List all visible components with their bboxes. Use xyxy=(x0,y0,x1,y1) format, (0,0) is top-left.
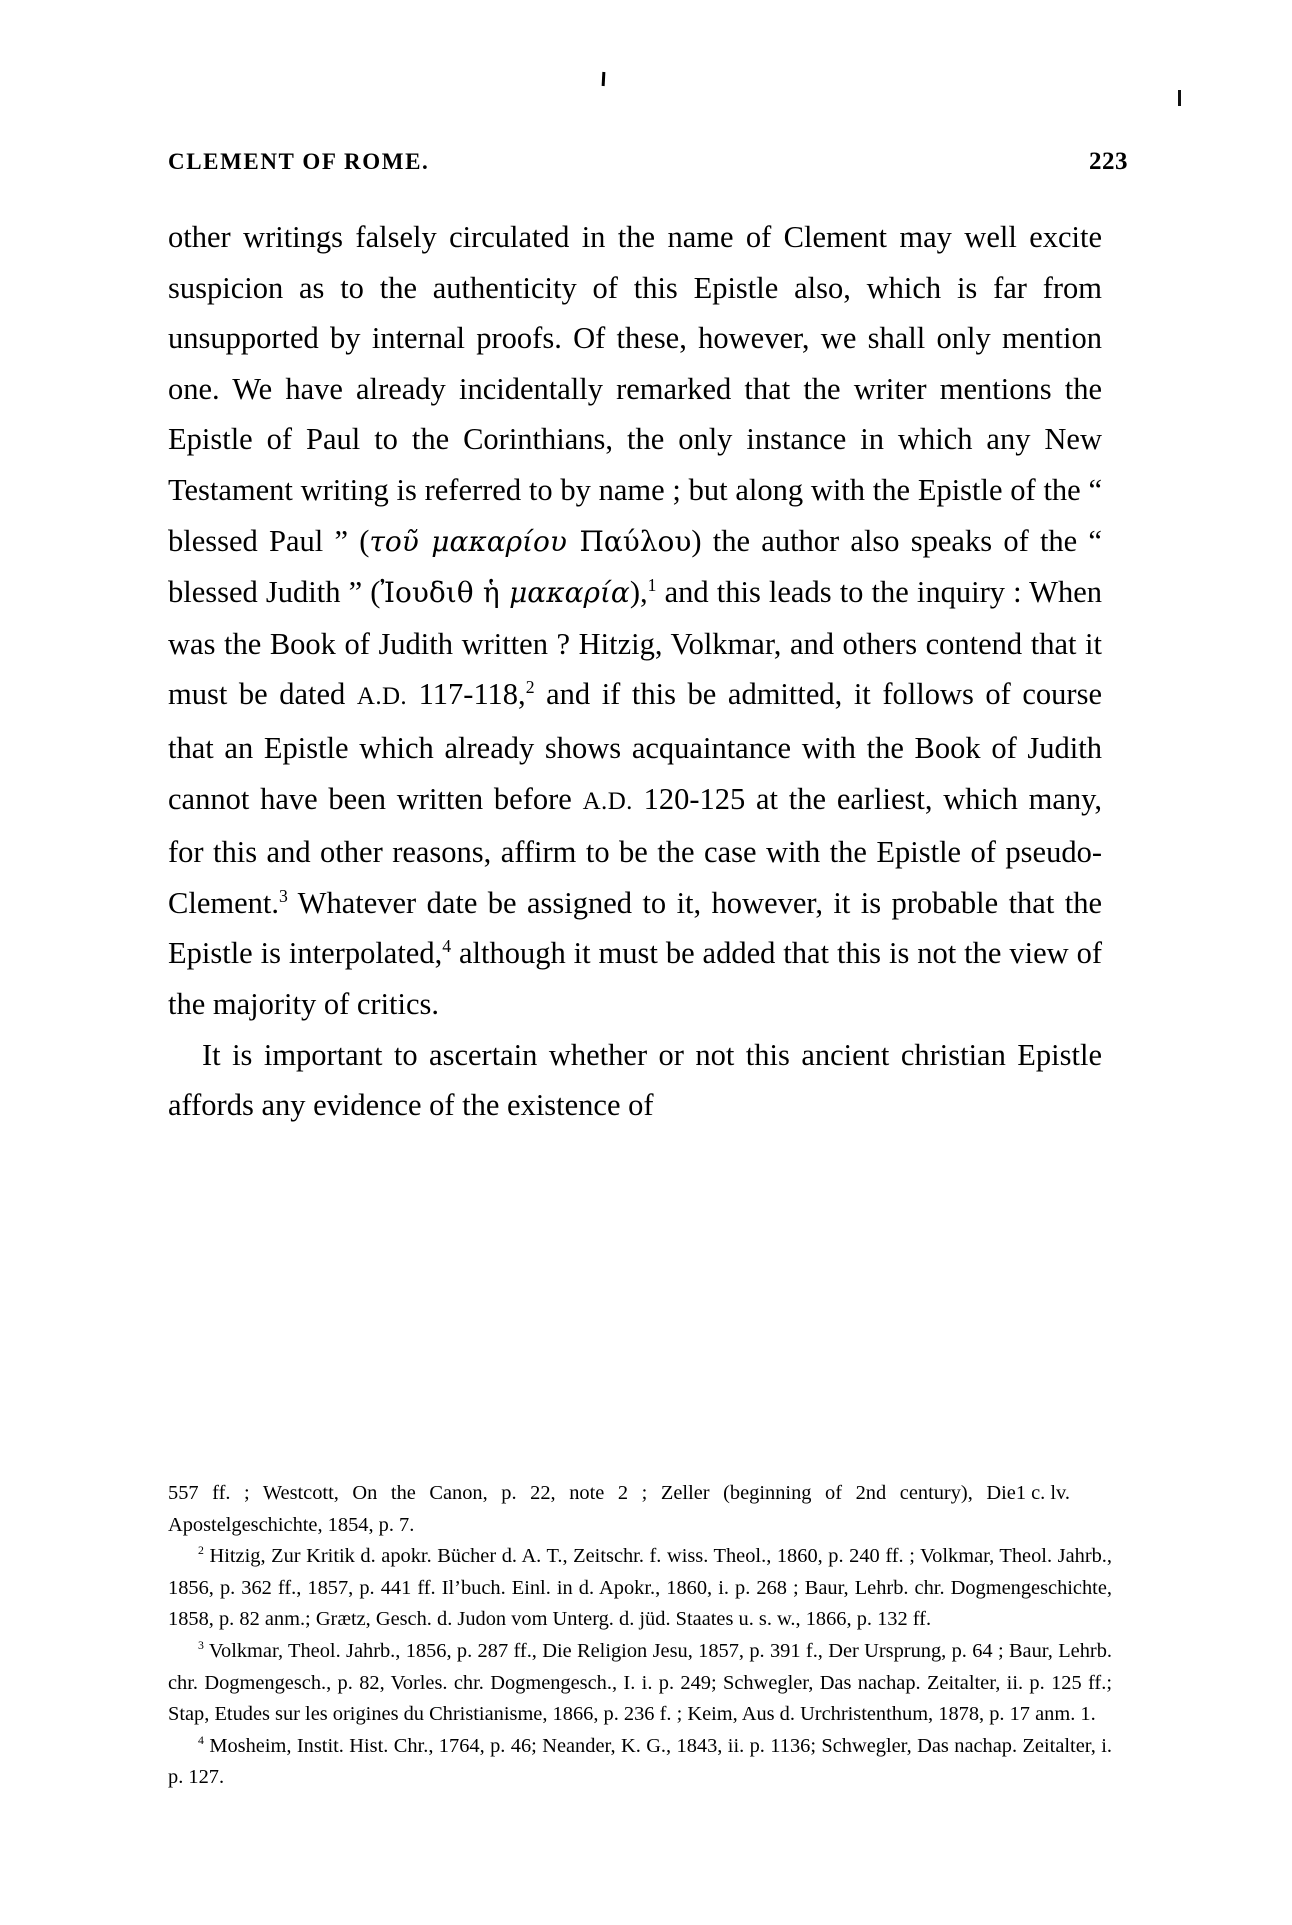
paragraph-1 xyxy=(168,212,1102,1030)
body-text xyxy=(168,212,1102,1131)
footnote-ref-3: 3 xyxy=(278,885,288,906)
footnote-3-text: Volkmar, Theol. Jahrb., 1856, p. 287 ff., Die Religion Jesu, 1857, p. 391 f., Der Ursprung, p. 64 ; Baur, Lehrb. chr. Dogmengesch., p. 82, Vorles. chr. Dogmengesch., I. i. p. 249; Schwegler, Das nachap. Zeitalter, ii. p. 125 ff.; Stap, Etudes sur les origines du Christianisme, 1866, p. 236 f. ; Keim, Aus d. Urchristenthum, 1878, p. 17 anm. 1. xyxy=(168,1639,1112,1726)
greek-makaria: μακαρία xyxy=(509,576,630,610)
paragraph-1-seg-9: and this leads to the inquiry : When was the Book of Judith written ? Hitzig, Volkmar, and others contend that it must be dated xyxy=(168,575,1102,712)
footnote-4-marker: 4 xyxy=(198,1732,204,1747)
page-number: 223 xyxy=(1089,148,1128,175)
footnote-3-marker: 3 xyxy=(198,1638,204,1653)
footnote-marker-1: 1 c. lv. xyxy=(1015,1482,1070,1504)
paragraph-1-seg-1: other writings falsely circulated in the name of Clement may well excite suspicion as to the authenticity of this Epistle also, which is far from unsupported by internal proofs. Of these, however, we shall only mention one. We have already incidentally remarked that the writer mentions the Epistle of Paul to the Corinthians, the only instance in which any New Testament writing is referred to by name ; but along with the Epistle of the “ blessed Paul ” ( xyxy=(168,220,1102,558)
footnote-continuation xyxy=(168,1478,1112,1541)
footnote-2-text: Hitzig, Zur Kritik d. apokr. Bücher d. A. T., Zeitschr. f. wiss. Theol., 1860, p. 240 ff. ; Volkmar, Theol. Jahrb., 1856, p. 362 ff., 1857, p. 441 ff. Il’buch. Einl. in d. Apokr., 1860, i. p. 268 ; Baur, Lehrb. chr. Dogmengeschichte, 1858, p. 82 anm.; Grætz, Gesch. d. Judon vom Unterg. d. jüd. Staates u. s. w., 1866, p. 132 ff. xyxy=(168,1545,1112,1631)
footnote-2 xyxy=(168,1541,1112,1636)
paragraph-1-seg-7: ), xyxy=(629,575,648,610)
page-top-mark xyxy=(602,72,606,86)
footnote-4 xyxy=(168,1731,1112,1794)
paragraph-1-seg-4: ) the author also speaks of the “ blessed Judith ” ( xyxy=(168,523,1102,610)
small-caps-ad-2: A.D. xyxy=(582,787,633,815)
footnote-3 xyxy=(168,1636,1112,1731)
greek-tou-makariou: τοῦ μακαρίου xyxy=(369,524,580,558)
footnote-ref-4: 4 xyxy=(442,936,452,957)
running-head: CLEMENT OF ROME. xyxy=(168,149,430,174)
page-header xyxy=(168,148,1128,176)
paragraph-2-text: It is important to ascertain whether or not this ancient christian Epistle affords any evidence of the existence of xyxy=(168,1037,1102,1123)
paragraph-1-seg-17: Whatever date be assigned to it, however, it is probable that the Epistle is interpolated, xyxy=(168,885,1102,971)
paragraph-1-seg-13: and if this be admitted, it follows of course that an Epistle which already shows acquaintance with the Book of Judith cannot have been written before xyxy=(168,677,1102,816)
paragraph-1-seg-11: 117-118, xyxy=(407,677,526,712)
paragraph-1-seg-19: although it must be added that this is not the view of the majority of critics. xyxy=(168,936,1102,1021)
paragraph-2 xyxy=(168,1030,1102,1131)
footnote-ref-2: 2 xyxy=(525,677,535,698)
greek-ioudith-he: Ἰουδιθ ἡ xyxy=(380,576,510,610)
footnote-ref-1: 1 xyxy=(647,575,657,595)
footnote-4-text: Mosheim, Instit. Hist. Chr., 1764, p. 46; Neander, K. G., 1843, ii. p. 1136; Schwegler, Das nachap. Zeitalter, i. p. 127. xyxy=(168,1734,1112,1789)
greek-paulou: Παύλου xyxy=(579,524,692,558)
footnotes-block xyxy=(168,1478,1112,1794)
small-caps-ad-1: A.D. xyxy=(356,683,408,711)
footnote-continuation-text: 557 ff. ; Westcott, On the Canon, p. 22, note 2 ; Zeller (beginning of 2nd century), Die Apostelgeschichte, 1854, p. 7. xyxy=(168,1482,1016,1536)
paragraph-1-seg-15: 120-125 at the earliest, which many, for this and other reasons, affirm to be the case with the Epistle of pseudo-Clement. xyxy=(168,781,1102,920)
footnote-2-marker: 2 xyxy=(198,1543,204,1558)
page-top-right-mark xyxy=(1178,90,1181,106)
